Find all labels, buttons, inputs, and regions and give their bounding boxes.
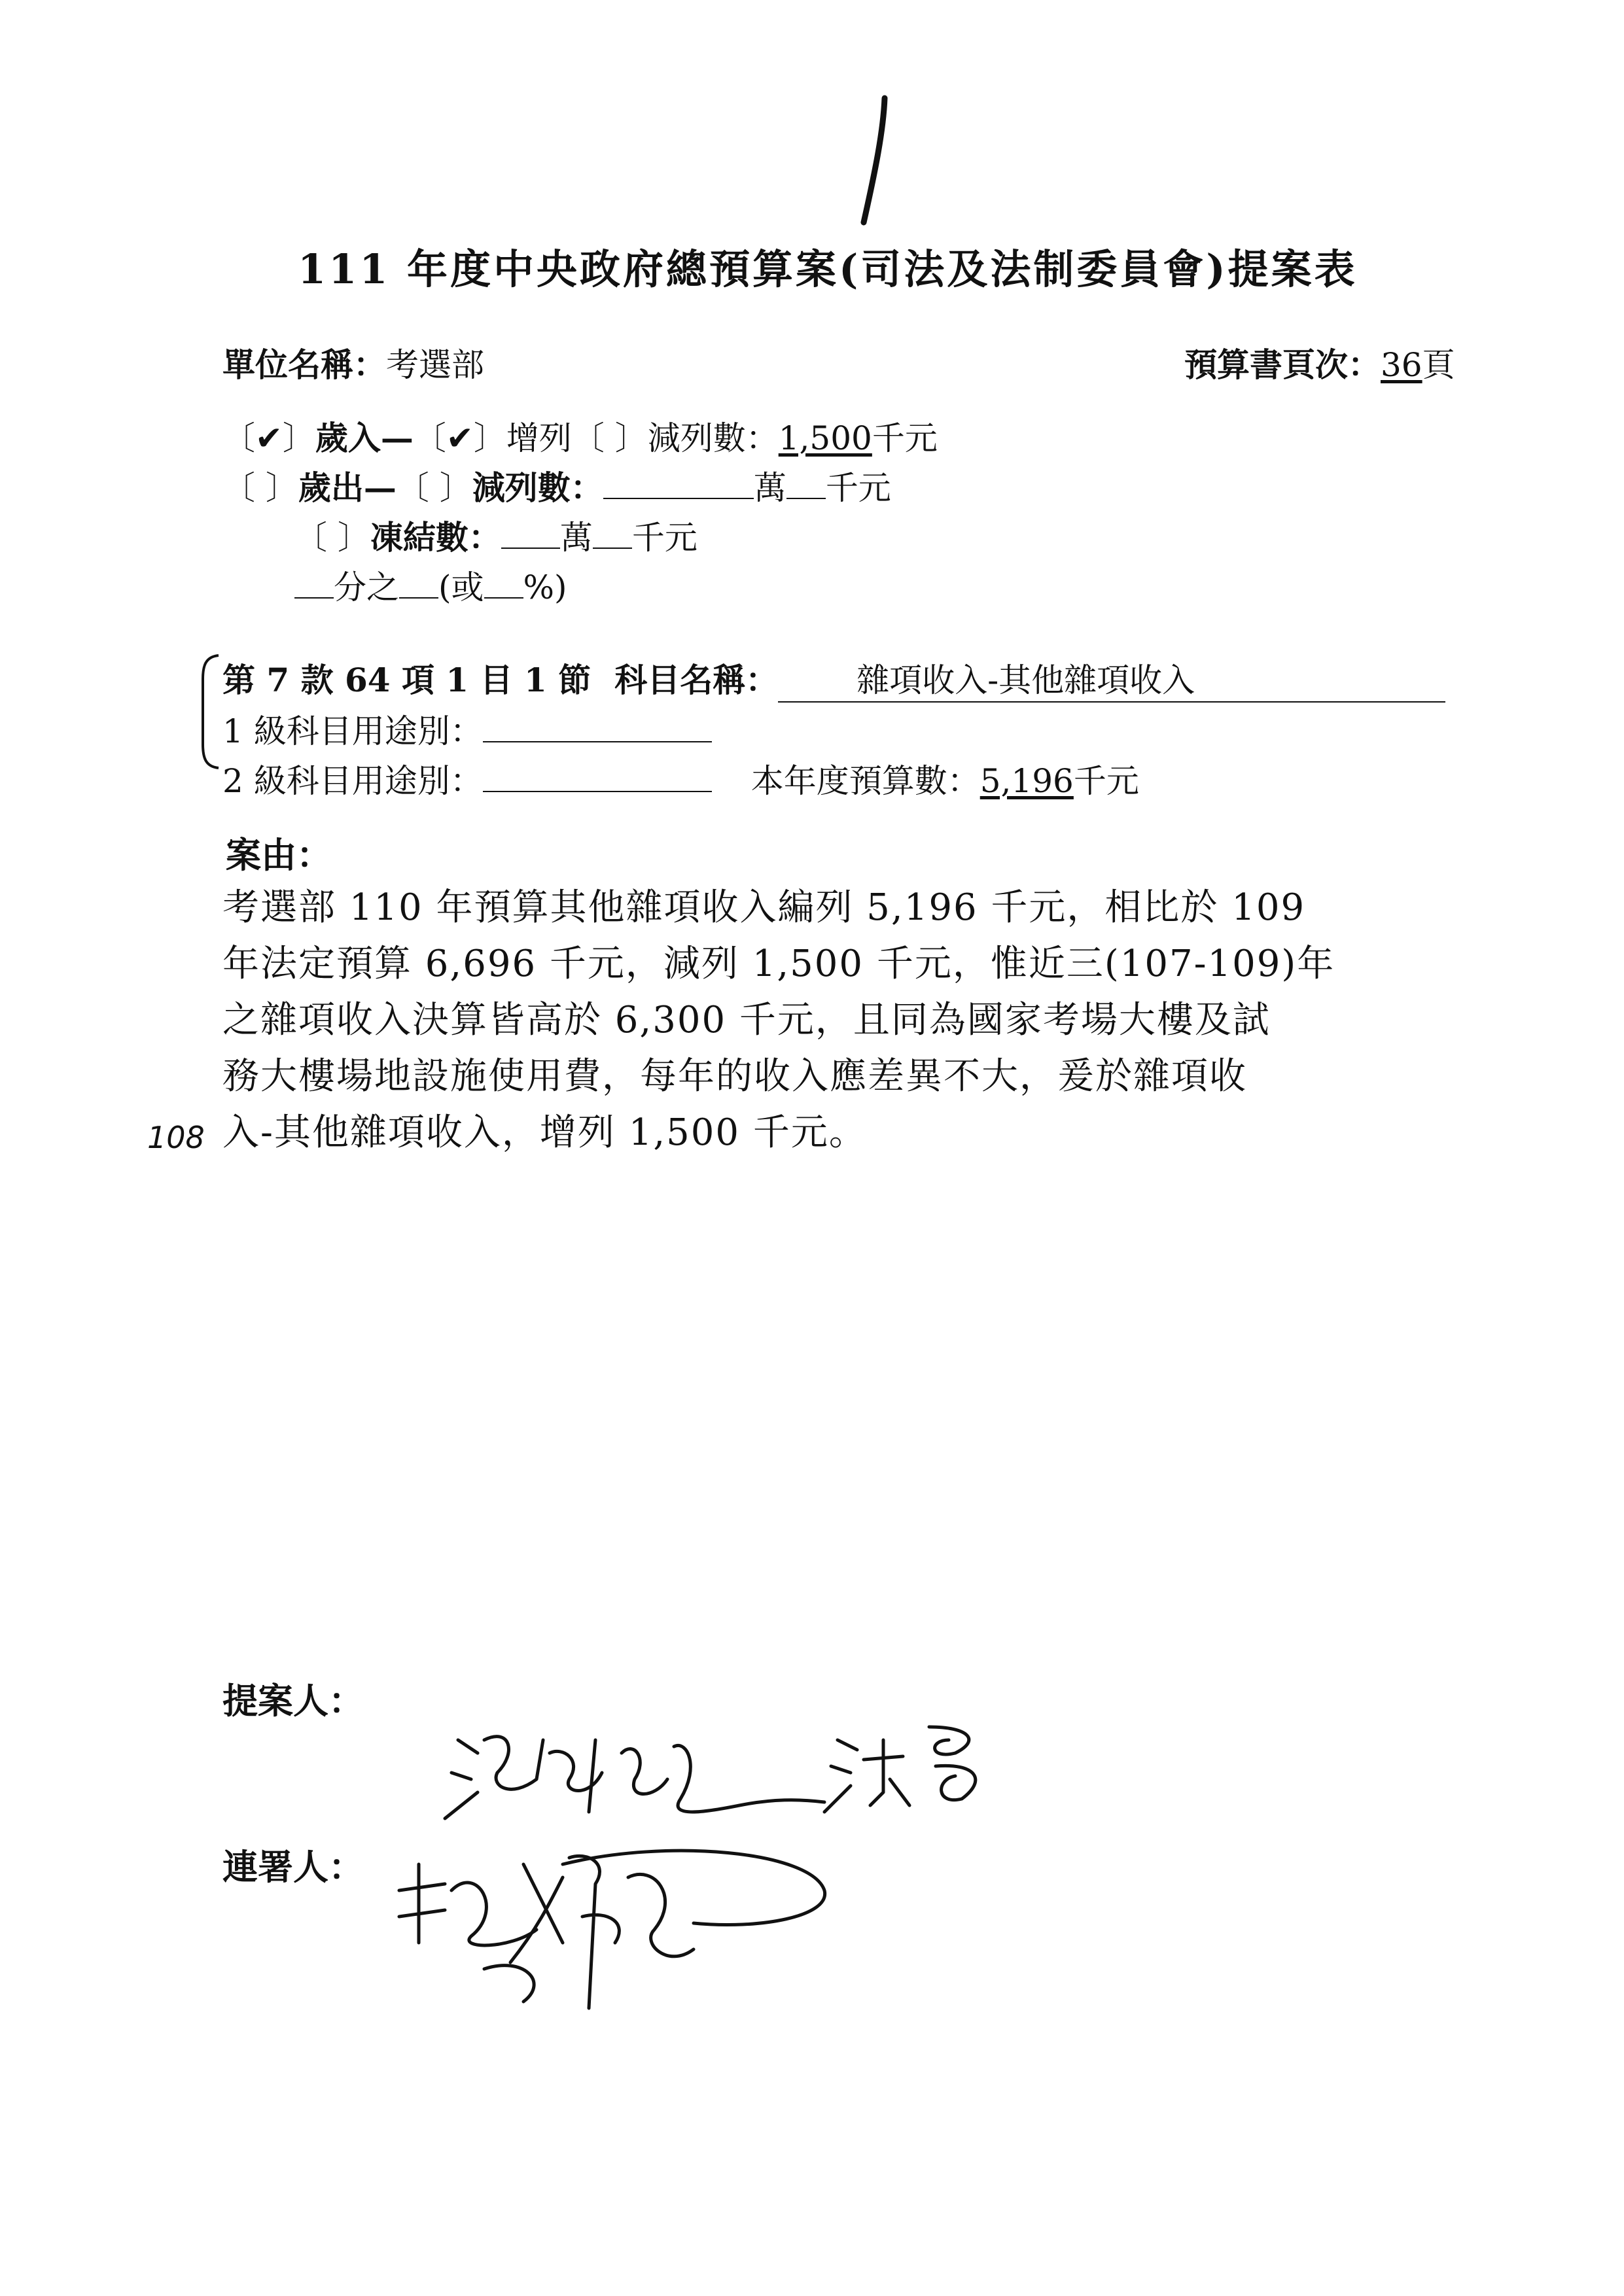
document-title: 111 年度中央政府總預算案(司法及法制委員會)提案表	[298, 245, 1358, 293]
revenue-bracket-close: 〕	[282, 419, 315, 457]
fraction-percent-blank[interactable]	[484, 565, 523, 599]
revenue-decrease-label: 減列數：	[647, 419, 779, 457]
expenditure-decrease-label: 減列數：	[472, 468, 603, 507]
fraction-denominator-blank[interactable]	[294, 565, 334, 599]
cosigner-signature	[393, 1812, 851, 2021]
account-name-value: 雜項收入-其他雜項收入	[856, 661, 1195, 699]
revenue-bracket-open: 〔	[222, 419, 255, 457]
reason-line: 務大樓場地設施使用費，每年的收入應差異不大，爰於雜項收	[222, 1055, 1247, 1098]
freeze-qian-blank[interactable]	[593, 515, 632, 549]
freeze-qian: 千元	[631, 519, 697, 557]
freeze-label: 凍結數：	[370, 518, 501, 557]
account-bracket	[195, 653, 221, 771]
expenditure-sub-checkbox[interactable]: 〔 〕	[396, 469, 472, 507]
reason-line: 之雜項收入決算皆高於 6,300 千元，且同為國家考場大樓及試	[222, 999, 1271, 1041]
expenditure-line	[222, 462, 891, 509]
fraction-label: 分之	[334, 568, 399, 606]
budget-page-line	[1184, 339, 1455, 386]
increase-label: 增列	[506, 419, 572, 457]
budget-amount-value: 5,196	[980, 762, 1074, 800]
budget-amount-label: 本年度預算數：	[750, 762, 980, 800]
cosigner-label: 連署人：	[222, 1846, 364, 1888]
expenditure-wan: 萬	[753, 469, 786, 507]
level2-line	[222, 755, 1139, 802]
freeze-wan-blank[interactable]	[501, 515, 560, 549]
increase-bracket-open: 〔	[413, 419, 446, 457]
account-code: 第 7 款 64 項 1 目 1 節	[222, 661, 591, 699]
unit-line	[222, 339, 484, 386]
account-line	[222, 654, 1445, 703]
budget-amount-unit: 千元	[1073, 762, 1139, 800]
freeze-checkbox[interactable]: 〔 〕	[294, 519, 370, 557]
budget-page-suffix: 頁	[1422, 346, 1455, 384]
budget-page-label: 預算書頁次：	[1184, 345, 1381, 384]
unit-value: 考選部	[386, 346, 484, 384]
level1-blank[interactable]	[483, 708, 712, 742]
level2-blank[interactable]	[483, 758, 712, 792]
page-number-stroke	[844, 92, 903, 229]
level1-line	[222, 705, 712, 752]
reason-line: 考選部 110 年預算其他雜項收入編列 5,196 千元，相比於 109	[222, 886, 1306, 929]
expenditure-qian: 千元	[825, 469, 891, 507]
freeze-line	[294, 512, 697, 559]
reason-body	[222, 880, 1413, 1161]
fraction-percent-label: %)	[523, 568, 567, 606]
revenue-line	[222, 412, 938, 459]
fraction-line	[294, 561, 567, 608]
revenue-amount: 1,500	[778, 419, 872, 457]
fraction-or-label: (或	[438, 568, 484, 606]
account-name-label: 科目名稱：	[614, 661, 779, 699]
revenue-check-icon[interactable]: ✔	[255, 419, 283, 457]
expenditure-checkbox[interactable]: 〔 〕	[222, 469, 298, 507]
budget-page-value: 36	[1381, 346, 1422, 384]
reason-line: 入-其他雜項收入，增列 1,500 千元。	[222, 1111, 867, 1154]
reason-heading: 案由：	[226, 834, 332, 876]
proposer-label: 提案人：	[222, 1680, 364, 1722]
revenue-label: 歲入—	[315, 419, 414, 457]
decrease-checkbox[interactable]: 〔 〕	[571, 419, 648, 457]
revenue-amount-unit: 千元	[872, 419, 938, 457]
expenditure-wan-blank[interactable]	[603, 465, 754, 499]
level2-label: 2 級科目用途別：	[222, 762, 483, 800]
fraction-numerator-blank[interactable]	[399, 565, 438, 599]
level1-label: 1 級科目用途別：	[222, 712, 483, 750]
increase-check-icon[interactable]: ✔	[446, 419, 474, 457]
handwritten-page-number	[844, 92, 903, 232]
freeze-wan: 萬	[559, 519, 593, 557]
handwritten-margin-note: 108	[147, 1120, 205, 1155]
increase-bracket-close: 〕	[473, 419, 506, 457]
reason-line: 年法定預算 6,696 千元，減列 1,500 千元，惟近三(107-109)年	[222, 943, 1335, 985]
expenditure-qian-blank[interactable]	[786, 465, 826, 499]
expenditure-label: 歲出—	[298, 468, 397, 507]
unit-label: 單位名稱：	[222, 345, 386, 384]
